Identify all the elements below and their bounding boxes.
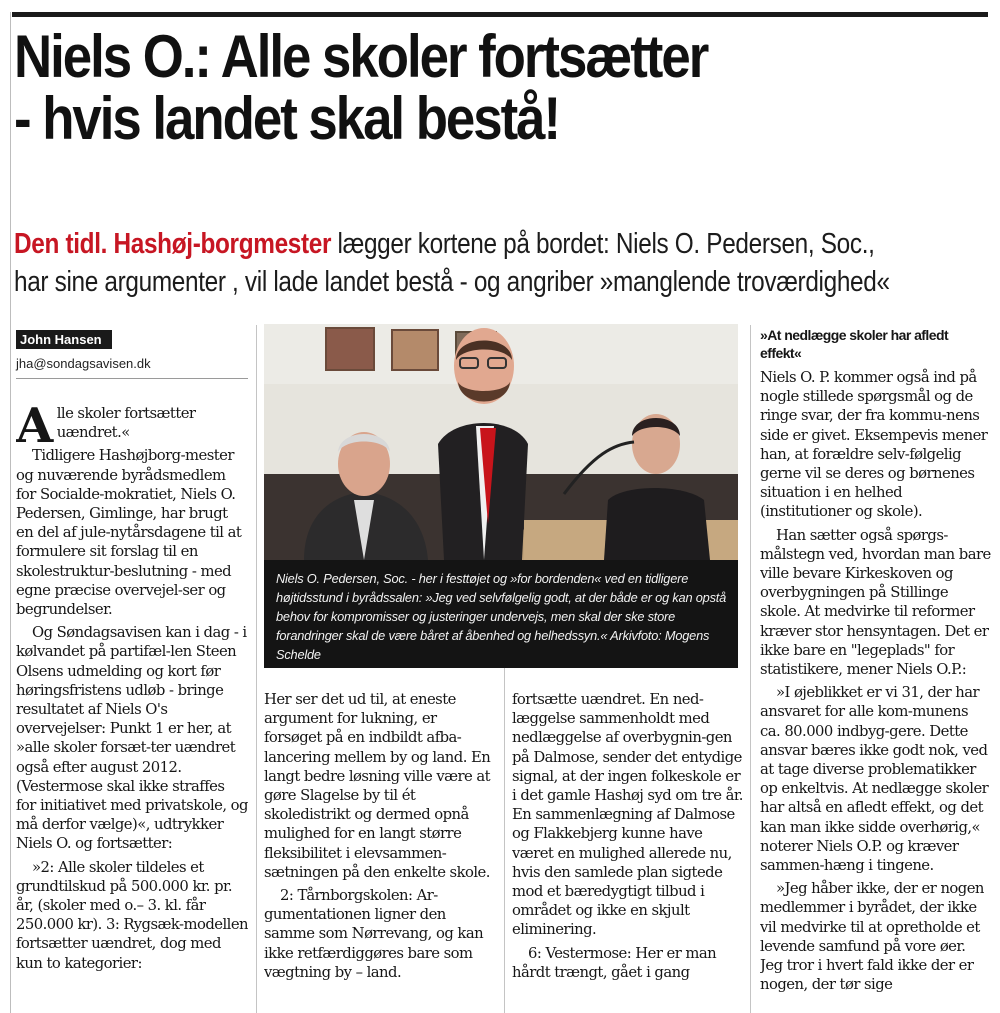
paragraph: »2: Alle skoler tildeles et grundtilskud på 500.000 kr. pr. år, (skoler med o.– 3. kl. får 250.000 kr). 3: Rygsæk-modellen fortsætter uændret, dog med kun to kategorier: bbox=[16, 858, 248, 972]
article-column-4 bbox=[760, 326, 992, 1013]
column-divider-1 bbox=[256, 325, 257, 1013]
headline-line-1: Niels O.: Alle skoler fortsætter bbox=[14, 23, 708, 90]
paragraph: »Jeg håber ikke, der er nogen medlemmer i byrådet, der ikke vil medvirke til at opretholde et levende samfund på vore øer. Jeg tror i hvert fald ikke der er nogen, der tør sige bbox=[760, 880, 984, 994]
lead-paragraph: Alle skoler fortsætter uændret.« bbox=[16, 404, 196, 454]
paragraph: »I øjeblikket er vi 31, der har ansvaret for alle kom-munens ca. 80.000 indbyg-gere. Dette ansvar bæres ikke godt nok, ved at tage diverse problematikker op enkeltvis. At nedlægge skoler har altså en afledt effekt, og det kan man ikke sidde overhørig,« noterer Niels O.P. og kræver sammen-hæng i tingene. bbox=[760, 684, 989, 875]
council-photo-illustration bbox=[264, 324, 738, 560]
subhead-line-1 bbox=[14, 228, 875, 260]
byline-name: John Hansen bbox=[16, 330, 112, 349]
article-column-3 bbox=[512, 690, 744, 1013]
subhead-rest: lægger kortene på bordet: Niels O. Pedersen, Soc., bbox=[331, 228, 875, 260]
headline bbox=[14, 23, 876, 152]
paragraph: Niels O. P. kommer også ind på nogle stillede spørgsmål og de ringe svar, der fra kommu-nens side er givet. Eksempevis mener han, at forældre selv-følgelig gerne vil se deres og børnenes situation i en helhed (institutioner og skole). bbox=[760, 369, 988, 521]
paragraph: Tidligere Hashøjborg-mester og nuværende byrådsmedlem for Socialde-mokratiet, Niels O. Pedersen, Gimlinge, har brugt en del af jule-nytårsdagene til at formulere sit forslag til en skolestruktur-beslutning - med egne præcise overvejel-ser og begrundelser. bbox=[16, 447, 242, 619]
subheadline bbox=[14, 225, 938, 301]
paragraph: Og Søndagsavisen kan i dag - i kølvandet på partifæl-len Steen Olsens udmelding og kort før høringsfristens udløb - bringe resultatet af Niels O's overvejelser: Punkt 1 er her, at »alle skoler forsæt-ter uændret også efter august 2012. (Vestermose skal ikke straffes for initiativet med privatskole, og må derfor vælge)«, udtrykker Niels O. og fortsætter: bbox=[16, 624, 248, 853]
column-divider-3 bbox=[750, 325, 751, 1013]
photo-caption: Niels O. Pedersen, Soc. - her i festtøjet og »for bordenden« ved en tidligere højtidsstund i byrådssalen: »Jeg ved selvfølgelig godt, at der både er og kan opstå behov for kompromisser og justeringer undervejs, men skal der ske store forandringer skal de være båret af åbenhed og helhedssyn.« Arkivfoto: Mogens Schelde bbox=[264, 560, 738, 668]
subhead-line-2: har sine argumenter , vil lade landet bestå - og angriber »manglende troværdighed« bbox=[14, 266, 890, 298]
subhead-kicker: Den tidl. Hashøj-borgmester bbox=[14, 228, 332, 260]
byline-divider bbox=[16, 378, 248, 379]
article-column-1 bbox=[16, 404, 248, 1013]
article-photo bbox=[264, 324, 738, 560]
column-divider-2 bbox=[504, 668, 505, 1013]
paragraph: 2: Tårnborgskolen: Ar-gumentationen ligner den samme som Nørrevang, og kan ikke retfærdiggøres bare som vægtning by – land. bbox=[264, 887, 484, 981]
byline-email-link[interactable]: jha@sondagsavisen.dk bbox=[16, 356, 151, 371]
headline-line-2: - hvis landet skal bestå! bbox=[14, 85, 560, 152]
paragraph: Han sætter også spørgs-målstegn ved, hvordan man bare ville bevare Kirkeskoven og overbygningen på Stillinge skole. At medvirke til reformer kræver stor hensyntagen. Det er ikke bare en "legeplads" for statistikere, mener Niels O.P.: bbox=[760, 526, 991, 679]
section-subheading: »At nedlægge skoler har afledt effekt« bbox=[760, 327, 949, 361]
paragraph: fortsætte uændret. En ned-læggelse sammenholdt med nedlæggelse af overbygnin-gen på Dalmose, sender det entydige signal, at der ingen folkeskole er i det gamle Hashøj syd om tre år. En sammenlægning af Dalmose og Flakkebjerg kunne have været en mulighed allerede nu, hvis den samlede plan sigtede mod et bæredygtigt tilbud i området og ikke en skjult eliminering. bbox=[512, 691, 743, 939]
top-rule bbox=[12, 12, 988, 17]
paragraph: Her ser det ud til, at eneste argument for lukning, er forsøget på en indbildt afba-lancering mellem by og land. En langt bedre løsning ville være at gøre Slagelse by til ét skoledistrikt og dermed opnå mulighed for en langt større fleksibilitet i elevsammen-sætningen på den enkelte skole. bbox=[264, 691, 491, 881]
left-margin-rule bbox=[10, 12, 11, 1013]
drop-cap: A bbox=[16, 404, 53, 454]
article-column-2 bbox=[264, 690, 498, 1013]
paragraph: 6: Vestermose: Her er man hårdt trængt, gået i gang bbox=[512, 944, 717, 981]
